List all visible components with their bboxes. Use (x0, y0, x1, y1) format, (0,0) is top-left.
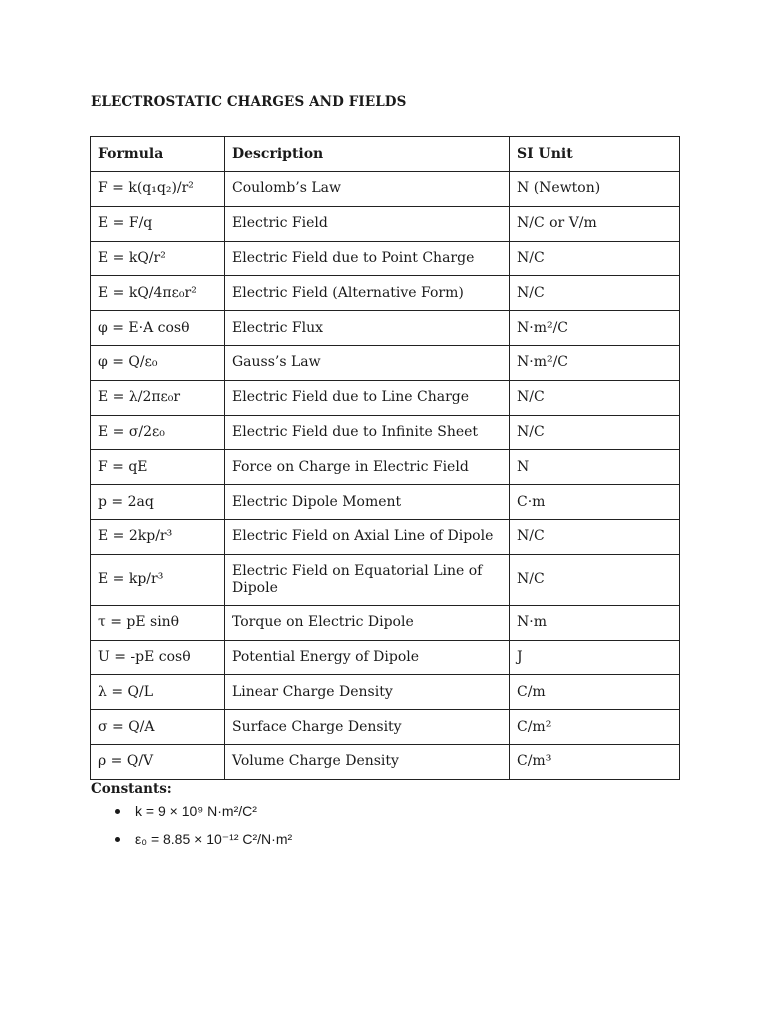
constant-item (91, 829, 591, 857)
formula-cell: E = kQ/4πε₀r² (91, 276, 225, 311)
formula-cell: F = k(q₁q₂)/r² (91, 172, 225, 207)
description-cell: Force on Charge in Electric Field (225, 450, 510, 485)
formula-cell: E = kQ/r² (91, 241, 225, 276)
formula-cell: U = -pE cosθ (91, 640, 225, 675)
si-unit-cell: C/m (510, 675, 680, 710)
si-unit-cell: N/C (510, 519, 680, 554)
formula-cell: τ = pE sinθ (91, 605, 225, 640)
table-row (91, 345, 680, 380)
description-cell: Surface Charge Density (225, 710, 510, 745)
table-row (91, 311, 680, 346)
table-row (91, 450, 680, 485)
description-cell: Electric Field (Alternative Form) (225, 276, 510, 311)
table-row (91, 554, 680, 605)
table-row (91, 380, 680, 415)
table-row (91, 605, 680, 640)
table-row (91, 172, 680, 207)
table-body (91, 172, 680, 780)
table-row (91, 241, 680, 276)
table-row (91, 206, 680, 241)
si-unit-cell: N/C (510, 554, 680, 605)
si-unit-cell: J (510, 640, 680, 675)
table-row (91, 485, 680, 520)
si-unit-cell: N·m²/C (510, 311, 680, 346)
constants-section (91, 781, 591, 857)
si-unit-cell: N/C (510, 415, 680, 450)
description-cell: Electric Field on Equatorial Line of Dipole (225, 554, 510, 605)
header-formula: Formula (91, 137, 225, 172)
description-cell: Linear Charge Density (225, 675, 510, 710)
si-unit-cell: N·m²/C (510, 345, 680, 380)
formula-cell: E = λ/2πε₀r (91, 380, 225, 415)
constant-text: k = 9 × 10⁹ N·m²/C² (135, 803, 257, 819)
constants-heading: Constants: (91, 781, 172, 797)
formula-cell: σ = Q/A (91, 710, 225, 745)
formula-cell: φ = E·A cosθ (91, 311, 225, 346)
description-cell: Gauss’s Law (225, 345, 510, 380)
si-unit-cell: C·m (510, 485, 680, 520)
constant-item (91, 801, 591, 829)
formula-cell: ρ = Q/V (91, 744, 225, 779)
formula-cell: E = 2kp/r³ (91, 519, 225, 554)
description-cell: Coulomb’s Law (225, 172, 510, 207)
formula-table (90, 136, 680, 780)
description-cell: Electric Dipole Moment (225, 485, 510, 520)
table-row (91, 640, 680, 675)
description-cell: Torque on Electric Dipole (225, 605, 510, 640)
formula-cell: φ = Q/ε₀ (91, 345, 225, 380)
bullet-icon (115, 809, 120, 814)
description-cell: Electric Field on Axial Line of Dipole (225, 519, 510, 554)
description-cell: Volume Charge Density (225, 744, 510, 779)
si-unit-cell: C/m² (510, 710, 680, 745)
si-unit-cell: N/C (510, 276, 680, 311)
table-header-row (91, 137, 680, 172)
table-row (91, 415, 680, 450)
formula-cell: λ = Q/L (91, 675, 225, 710)
table-row (91, 744, 680, 779)
formula-cell: F = qE (91, 450, 225, 485)
formula-cell: E = σ/2ε₀ (91, 415, 225, 450)
description-cell: Potential Energy of Dipole (225, 640, 510, 675)
header-description: Description (225, 137, 510, 172)
description-cell: Electric Flux (225, 311, 510, 346)
description-cell: Electric Field due to Line Charge (225, 380, 510, 415)
si-unit-cell: N/C (510, 241, 680, 276)
description-cell: Electric Field due to Point Charge (225, 241, 510, 276)
table-row (91, 675, 680, 710)
table-row (91, 519, 680, 554)
description-cell: Electric Field (225, 206, 510, 241)
formula-cell: E = kp/r³ (91, 554, 225, 605)
table-row (91, 276, 680, 311)
header-si-unit: SI Unit (510, 137, 680, 172)
si-unit-cell: N·m (510, 605, 680, 640)
si-unit-cell: N (Newton) (510, 172, 680, 207)
bullet-icon (115, 837, 120, 842)
si-unit-cell: N/C (510, 380, 680, 415)
formula-cell: E = F/q (91, 206, 225, 241)
constant-text: ε₀ = 8.85 × 10⁻¹² C²/N·m² (135, 831, 293, 847)
constants-list (91, 801, 591, 857)
document-title: ELECTROSTATIC CHARGES AND FIELDS (91, 94, 407, 110)
si-unit-cell: N/C or V/m (510, 206, 680, 241)
table-row (91, 710, 680, 745)
si-unit-cell: C/m³ (510, 744, 680, 779)
description-cell: Electric Field due to Infinite Sheet (225, 415, 510, 450)
formula-cell: p = 2aq (91, 485, 225, 520)
si-unit-cell: N (510, 450, 680, 485)
